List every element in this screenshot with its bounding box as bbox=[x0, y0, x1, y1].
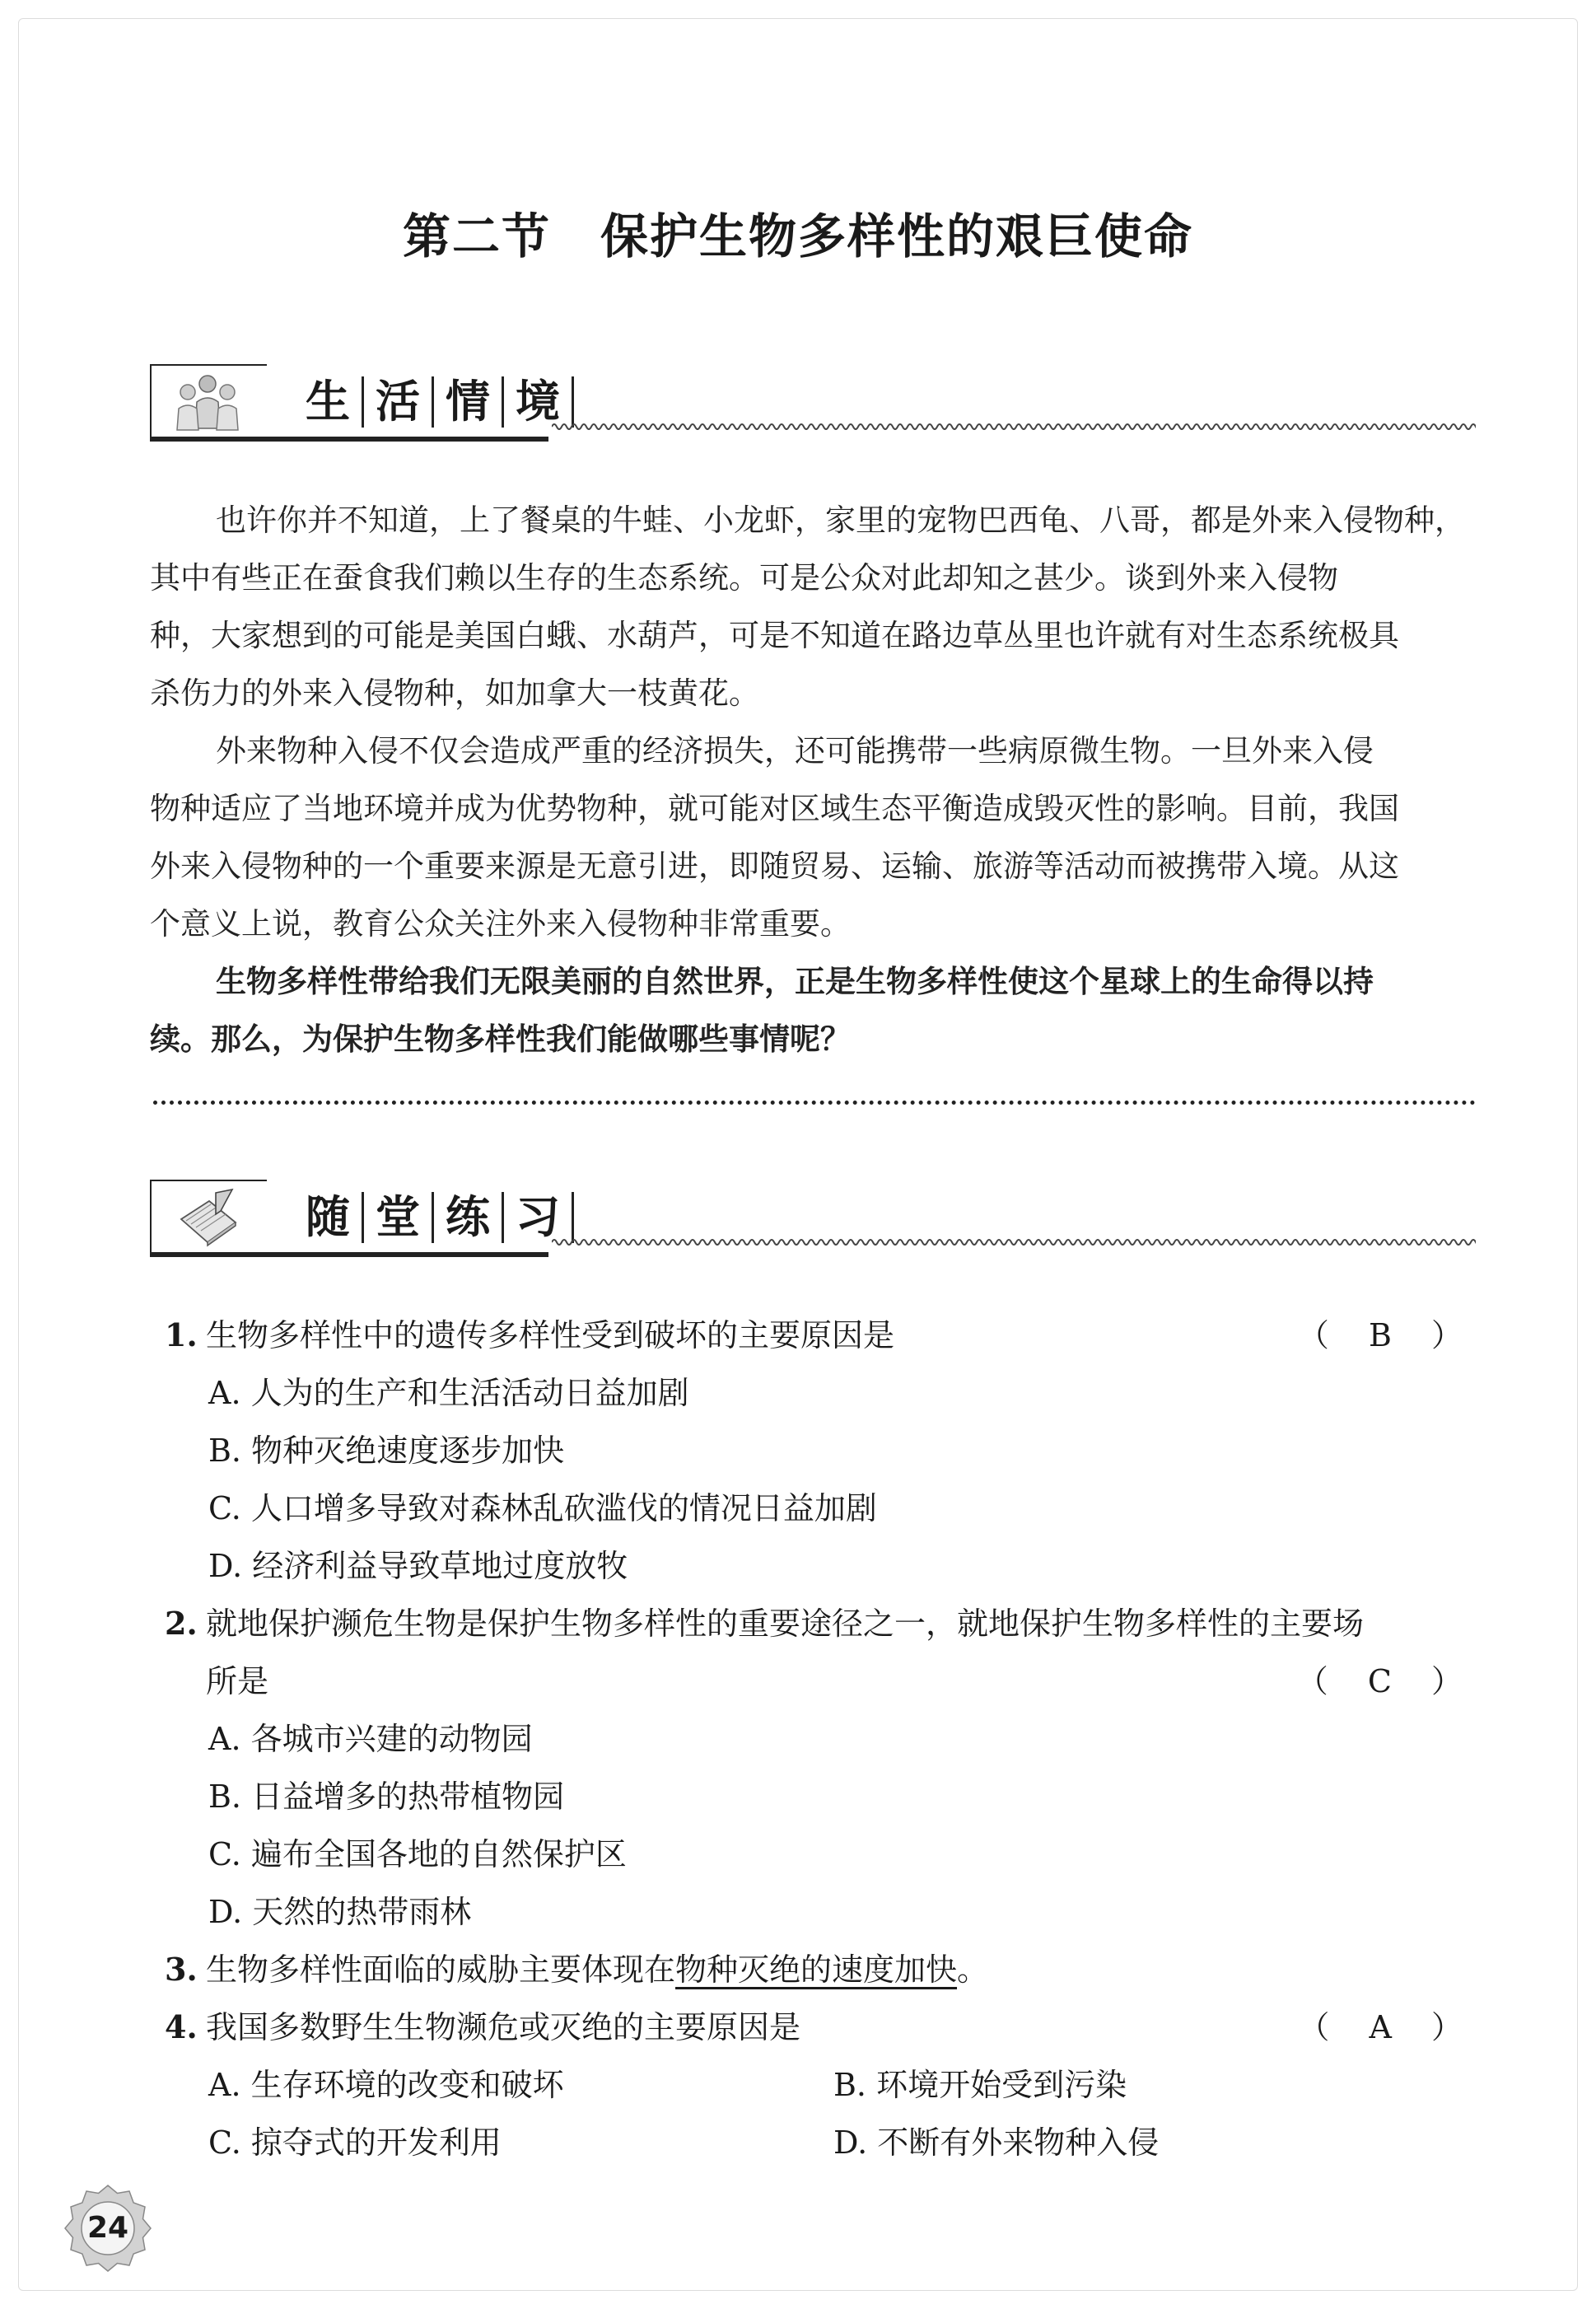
context-line: 生物多样性带给我们无限美丽的自然世界，正是生物多样性使这个星球上的生命得以持 bbox=[216, 964, 1374, 999]
option-c: C. 遍布全国各地的自然保护区 bbox=[208, 1836, 627, 1872]
option-b: B. 日益增多的热带植物园 bbox=[208, 1778, 565, 1815]
context-line: 外来物种入侵不仅会造成严重的经济损失，还可能携带一些病原微生物。一旦外来入侵 bbox=[216, 733, 1374, 769]
question-number: 1. bbox=[165, 1316, 198, 1353]
question-text: 生物多样性面临的威胁主要体现在 bbox=[206, 1951, 676, 1988]
page-number: 24 bbox=[86, 2211, 129, 2245]
context-line: 也许你并不知道，上了餐桌的牛蛙、小龙虾，家里的宠物巴西龟、八哥，都是外来入侵物种， bbox=[216, 502, 1465, 538]
question-2-continued bbox=[165, 1652, 1482, 1710]
section-header-life-context bbox=[150, 364, 1476, 446]
question-text: 就地保护濒危生物是保护生物多样性的重要途径之一，就地保护生物多样性的主要场 bbox=[206, 1606, 1365, 1642]
context-line: 种，大家想到的可能是美国白蛾、水葫芦，可是不知道在路边草丛里也许就有对生态系统极具 bbox=[150, 618, 1399, 653]
question-4 bbox=[165, 1998, 1482, 2056]
option-d: D. 天然的热带雨林 bbox=[208, 1894, 472, 1930]
people-icon bbox=[175, 371, 240, 432]
page-number-badge bbox=[63, 2183, 153, 2274]
option-c: C. 人口增多导致对森林乱砍滥伐的情况日益加剧 bbox=[208, 1490, 877, 1526]
context-line: 个意义上说，教育公众关注外来入侵物种非常重要。 bbox=[150, 906, 851, 942]
context-line: 外来入侵物种的一个重要来源是无意引进，即随贸易、运输、旅游等活动而被携带入境。从这 bbox=[150, 848, 1399, 884]
answer-bracket: （ C ） bbox=[1296, 1663, 1477, 1699]
question-number: 3. bbox=[165, 1951, 198, 1988]
context-line: 其中有些正在蚕食我们赖以生存的生态系统。可是公众对此却知之甚少。谈到外来入侵物 bbox=[150, 560, 1338, 596]
context-line: 杀伤力的外来入侵物种，如加拿大一枝黄花。 bbox=[150, 675, 759, 711]
section-title-char: 生 bbox=[294, 376, 364, 428]
answer-bracket: （ B ） bbox=[1297, 1317, 1477, 1353]
question-text-end: 。 bbox=[957, 1951, 989, 1988]
question-1 bbox=[165, 1306, 1482, 1364]
option-b: B. 物种灭绝速度逐步加快 bbox=[208, 1433, 565, 1469]
context-line: 物种适应了当地环境并成为优势物种，就可能对区域生态平衡造成毁灭性的影响。目前，我国 bbox=[150, 791, 1399, 826]
option-a: A. 各城市兴建的动物园 bbox=[208, 1721, 533, 1757]
question-number: 2. bbox=[165, 1605, 198, 1642]
title-section-number: 第二节 bbox=[402, 208, 551, 264]
context-paragraph-2 bbox=[150, 722, 1476, 953]
section-title-char: 随 bbox=[294, 1192, 364, 1243]
answer-bracket: （ A ） bbox=[1298, 2009, 1477, 2045]
section-title-char: 堂 bbox=[364, 1192, 434, 1243]
section-title-char: 境 bbox=[504, 376, 574, 428]
section-title-life-context bbox=[294, 376, 574, 428]
section-title-char: 活 bbox=[364, 376, 434, 428]
dotted-divider bbox=[153, 1101, 1476, 1105]
question-text: 生物多样性中的遗传多样性受到破坏的主要原因是 bbox=[206, 1317, 895, 1353]
context-line: 续。那么，为保护生物多样性我们能做哪些事情呢？ bbox=[150, 1021, 851, 1057]
option-c: C. 掠夺式的开发利用 bbox=[208, 2124, 502, 2161]
question-number: 4. bbox=[165, 2008, 198, 2045]
option-a: A. 人为的生产和生活活动日益加剧 bbox=[208, 1375, 689, 1411]
wavy-divider bbox=[552, 420, 1476, 433]
option-d: D. 不断有外来物种入侵 bbox=[833, 2124, 1160, 2161]
option-b: B. 环境开始受到污染 bbox=[833, 2067, 1127, 2103]
section-title-char: 情 bbox=[434, 376, 504, 428]
section-header-exercises bbox=[150, 1180, 1476, 1262]
title-text: 保护生物多样性的艰巨使命 bbox=[600, 208, 1194, 264]
question-3 bbox=[165, 1941, 1482, 1998]
context-paragraph-1 bbox=[150, 492, 1476, 722]
fill-in-answer: 物种灭绝的速度加快 bbox=[675, 1951, 958, 1988]
option-d: D. 经济利益导致草地过度放牧 bbox=[208, 1548, 628, 1584]
wavy-divider bbox=[552, 1236, 1476, 1249]
context-paragraph-3 bbox=[150, 953, 1476, 1068]
page-title bbox=[0, 198, 1596, 267]
section-title-exercises bbox=[294, 1191, 574, 1243]
question-text: 我国多数野生生物濒危或灭绝的主要原因是 bbox=[206, 2009, 801, 2045]
question-text: 所是 bbox=[206, 1663, 269, 1699]
option-a: A. 生存环境的改变和破坏 bbox=[208, 2067, 564, 2103]
notebook-pen-icon bbox=[175, 1186, 240, 1248]
section-title-char: 习 bbox=[504, 1192, 574, 1243]
section-title-char: 练 bbox=[434, 1192, 504, 1243]
question-2 bbox=[165, 1595, 1482, 1652]
